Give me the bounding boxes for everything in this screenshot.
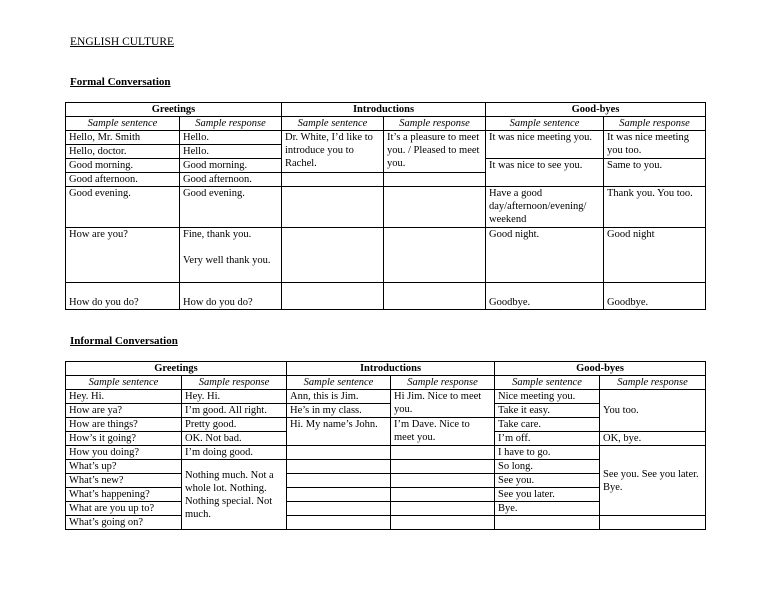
table-cell: Hello.	[180, 131, 282, 145]
group-introductions: Introductions	[282, 103, 486, 117]
table-cell	[384, 228, 486, 283]
table-cell: What’s going on?	[66, 516, 182, 530]
table-cell: He’s in my class.	[287, 404, 391, 418]
table-cell	[287, 460, 391, 474]
table-cell: I have to go.	[495, 446, 600, 460]
table-cell	[384, 173, 486, 187]
table-cell: Thank you. You too.	[604, 187, 706, 228]
table-cell: It was nice meeting you.	[486, 131, 604, 159]
table-cell: I’m Dave. Nice to meet you.	[391, 418, 495, 446]
table-cell: Good morning.	[66, 159, 180, 173]
table-cell	[600, 516, 706, 530]
table-cell: Hello, Mr. Smith	[66, 131, 180, 145]
table-cell	[287, 502, 391, 516]
table-cell	[282, 187, 384, 228]
table-cell: Hey. Hi.	[182, 390, 287, 404]
table-cell	[282, 228, 384, 283]
formal-table	[65, 102, 706, 310]
table-cell: Same to you.	[604, 159, 706, 187]
sample-sentence-header: Sample sentence	[66, 376, 182, 390]
table-cell	[180, 228, 282, 283]
table-cell: Good night	[604, 228, 706, 283]
group-introductions: Introductions	[287, 362, 495, 376]
table-cell: What’s up?	[66, 460, 182, 474]
table-cell: How are you?	[66, 228, 180, 283]
table-cell: Good night.	[486, 228, 604, 283]
sample-response-header: Sample response	[604, 117, 706, 131]
table-cell: Dr. White, I’d like to introduce you to Rachel.	[282, 131, 384, 173]
table-cell: How do you do?	[180, 283, 282, 310]
table-cell: Have a good day/afternoon/evening/ weekend	[486, 187, 604, 228]
table-cell: Nice meeting you.	[495, 390, 600, 404]
table-cell	[391, 460, 495, 474]
table-cell: What’s new?	[66, 474, 182, 488]
sample-response-header: Sample response	[391, 376, 495, 390]
table-cell: Good morning.	[180, 159, 282, 173]
sample-response-header: Sample response	[180, 117, 282, 131]
table-cell: Nothing much. Not a whole lot. Nothing. Nothing special. Not much.	[182, 460, 287, 530]
table-cell: It was nice meeting you too.	[604, 131, 706, 159]
table-cell: Hi Jim. Nice to meet you.	[391, 390, 495, 418]
table-cell	[384, 283, 486, 310]
table-cell	[287, 516, 391, 530]
table-cell: Good afternoon.	[180, 173, 282, 187]
table-cell: So long.	[495, 460, 600, 474]
table-cell: OK, bye.	[600, 432, 706, 446]
informal-table	[65, 361, 706, 530]
table-cell	[391, 446, 495, 460]
sample-sentence-header: Sample sentence	[486, 117, 604, 131]
table-cell: Goodbye.	[486, 283, 604, 310]
sample-sentence-header: Sample sentence	[66, 117, 180, 131]
formal-heading: Formal Conversation	[70, 76, 171, 88]
table-cell	[287, 446, 391, 460]
table-cell: Take care.	[495, 418, 600, 432]
table-cell: OK. Not bad.	[182, 432, 287, 446]
table-cell	[287, 474, 391, 488]
table-cell	[391, 502, 495, 516]
document-title: ENGLISH CULTURE	[70, 36, 175, 48]
table-cell: Hey. Hi.	[66, 390, 182, 404]
table-cell: Good evening.	[66, 187, 180, 228]
response-line: Fine, thank you.	[183, 229, 252, 240]
response-line: Very well thank you.	[183, 255, 271, 266]
table-cell: It was nice to see you.	[486, 159, 604, 187]
table-cell: Good afternoon.	[66, 173, 180, 187]
group-goodbyes: Good-byes	[486, 103, 706, 117]
table-cell	[384, 187, 486, 228]
table-cell	[391, 516, 495, 530]
table-cell: Goodbye.	[604, 283, 706, 310]
table-cell: What are you up to?	[66, 502, 182, 516]
sample-response-header: Sample response	[600, 376, 706, 390]
group-greetings: Greetings	[66, 362, 287, 376]
table-cell: Bye.	[495, 502, 600, 516]
table-cell: See you later.	[495, 488, 600, 502]
table-cell: I’m good. All right.	[182, 404, 287, 418]
table-cell	[282, 173, 384, 187]
sample-response-header: Sample response	[384, 117, 486, 131]
sample-sentence-header: Sample sentence	[287, 376, 391, 390]
table-cell: It’s a pleasure to meet you. / Pleased to meet you.	[384, 131, 486, 173]
table-cell	[282, 283, 384, 310]
table-cell: Hello, doctor.	[66, 145, 180, 159]
table-cell: Take it easy.	[495, 404, 600, 418]
sample-response-header: Sample response	[182, 376, 287, 390]
table-cell: What’s happening?	[66, 488, 182, 502]
group-goodbyes: Good-byes	[495, 362, 706, 376]
table-cell: Ann, this is Jim.	[287, 390, 391, 404]
table-cell: How do you do?	[66, 283, 180, 310]
table-cell: See you. See you later. Bye.	[600, 446, 706, 516]
table-cell: Hello.	[180, 145, 282, 159]
table-cell	[391, 474, 495, 488]
sample-sentence-header: Sample sentence	[282, 117, 384, 131]
table-cell: Good evening.	[180, 187, 282, 228]
table-cell: How are ya?	[66, 404, 182, 418]
group-greetings: Greetings	[66, 103, 282, 117]
table-cell: How you doing?	[66, 446, 182, 460]
table-cell: How are things?	[66, 418, 182, 432]
table-cell: See you.	[495, 474, 600, 488]
table-cell	[391, 488, 495, 502]
sample-sentence-header: Sample sentence	[495, 376, 600, 390]
table-cell: Pretty good.	[182, 418, 287, 432]
table-cell: Hi. My name’s John.	[287, 418, 391, 446]
informal-heading: Informal Conversation	[70, 335, 178, 347]
table-cell: How’s it going?	[66, 432, 182, 446]
table-cell: You too.	[600, 390, 706, 432]
table-cell: I’m off.	[495, 432, 600, 446]
table-cell	[495, 516, 600, 530]
table-cell	[287, 488, 391, 502]
table-cell: I’m doing good.	[182, 446, 287, 460]
